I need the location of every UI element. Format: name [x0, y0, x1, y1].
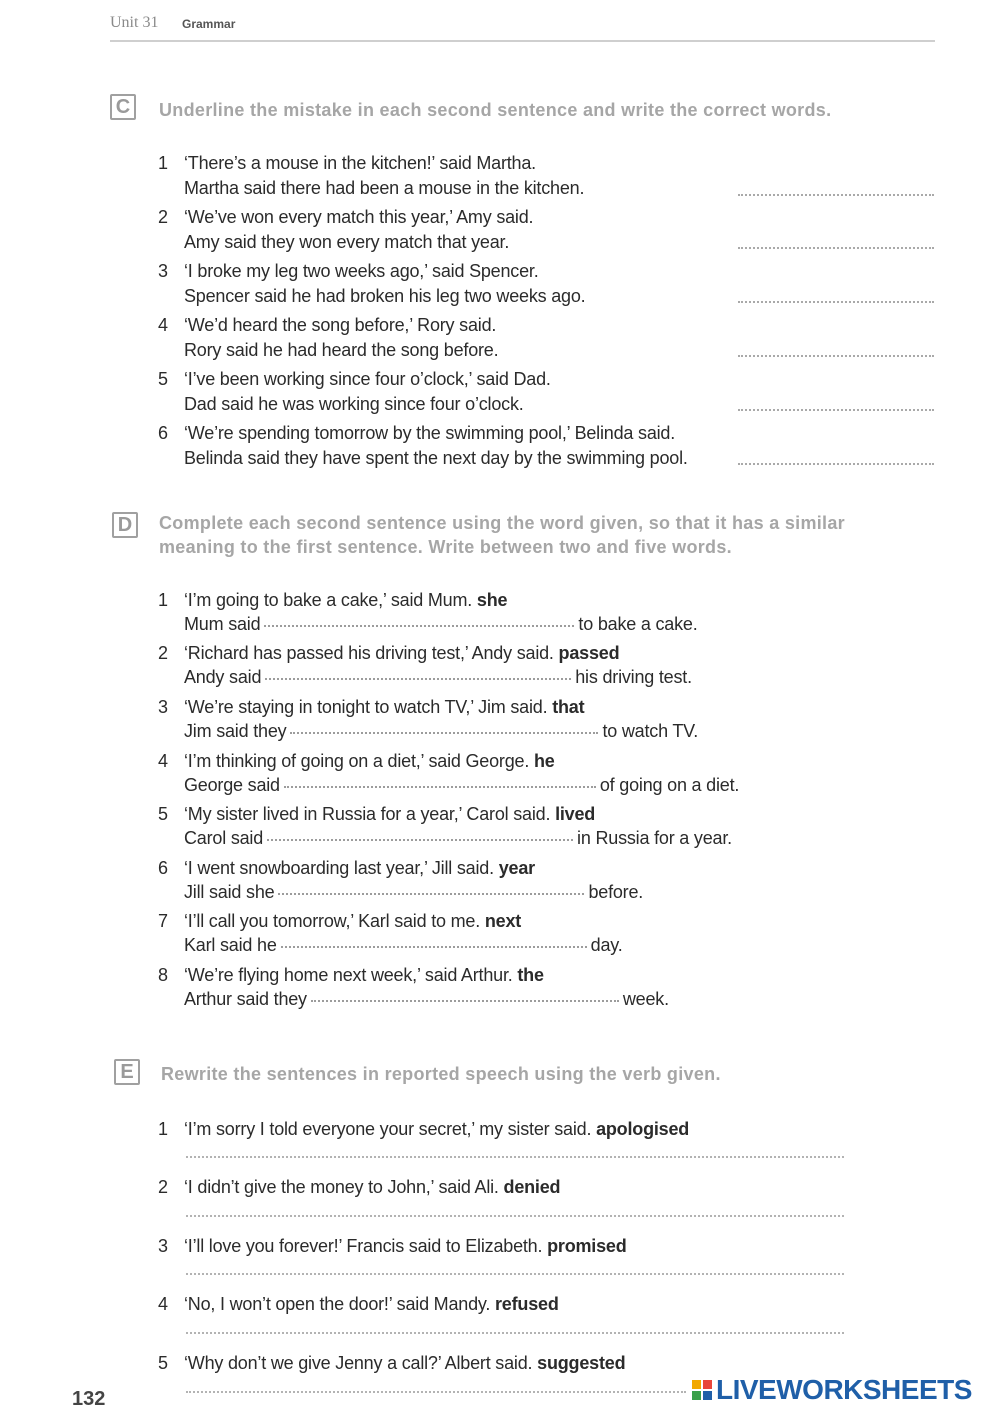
item-sentence: ‘I’m thinking of going on a diet,’ said George. [184, 751, 530, 771]
item-reported: Rory said he had heard the song before. [184, 340, 499, 360]
item-sentence: ‘I went snowboarding last year,’ Jill said. [184, 858, 494, 878]
section-d-box: D [112, 512, 138, 538]
answer-line[interactable] [738, 355, 934, 357]
item-start: Mum said [184, 614, 261, 634]
answer-gap[interactable] [284, 786, 596, 788]
item-reported: Belinda said they have spent the next day by the swimming pool. [184, 448, 688, 468]
item-sentence: ‘I’ve been working since four o’clock,’ said Dad. [184, 369, 551, 389]
item-sentence: ‘There’s a mouse in the kitchen!’ said Martha. [184, 153, 536, 173]
section-e-box: E [114, 1059, 140, 1085]
answer-line[interactable] [738, 247, 934, 249]
logo-square [703, 1380, 712, 1389]
page-header [110, 12, 935, 42]
item-sentence: ‘We’re staying in tonight to watch TV,’ Jim said. [184, 697, 548, 717]
item-sentence: ‘We’ve won every match this year,’ Amy said. [184, 207, 534, 227]
logo-square [692, 1391, 701, 1400]
answer-line[interactable] [186, 1332, 844, 1334]
item-reported: Spencer said he had broken his leg two weeks ago. [184, 286, 586, 306]
answer-line[interactable] [738, 301, 934, 303]
section-c-box: C [110, 94, 136, 120]
keyword: promised [547, 1236, 627, 1256]
item-end: to watch TV. [602, 721, 699, 741]
keyword: suggested [537, 1353, 626, 1373]
unit-label: Unit 31 [110, 14, 159, 31]
item-sentence: ‘No, I won’t open the door!’ said Mandy. [184, 1294, 491, 1314]
answer-line[interactable] [186, 1215, 844, 1217]
item-sentence: ‘I’m sorry I told everyone your secret,’ my sister said. [184, 1119, 592, 1139]
answer-gap[interactable] [290, 732, 598, 734]
page-number: 132 [72, 1388, 106, 1410]
keyword: she [476, 590, 508, 610]
item-end: week. [622, 989, 669, 1009]
answer-line[interactable] [738, 463, 934, 465]
liveworksheets-logo[interactable] [692, 1374, 972, 1406]
item-start: Jill said she [184, 882, 275, 902]
keyword: denied [503, 1177, 561, 1197]
item-sentence: ‘We’d heard the song before,’ Rory said. [184, 315, 497, 335]
item-sentence: ‘I didn’t give the money to John,’ said Ali. [184, 1177, 499, 1197]
item-sentence: ‘Why don’t we give Jenny a call?’ Albert said. [184, 1353, 533, 1373]
item-end: his driving test. [575, 667, 692, 687]
item-sentence: ‘Richard has passed his driving test,’ Andy said. [184, 643, 554, 663]
section-label: Grammar [182, 17, 236, 31]
item-start: Jim said they [184, 721, 287, 741]
item-reported: Martha said there had been a mouse in the kitchen. [184, 178, 585, 198]
section-d-instruction: Complete each second sentence using the word given, so that it has a similar meaning to the first sentence. Write between two and five words. [159, 513, 845, 557]
item-sentence: ‘I’ll love you forever!’ Francis said to Elizabeth. [184, 1236, 543, 1256]
item-sentence: ‘We’re spending tomorrow by the swimming pool,’ Belinda said. [184, 423, 676, 443]
keyword: next [484, 911, 522, 931]
item-start: Karl said he [184, 935, 277, 955]
item-start: George said [184, 775, 280, 795]
answer-gap[interactable] [281, 946, 587, 948]
item-start: Andy said [184, 667, 262, 687]
answer-line[interactable] [186, 1273, 844, 1275]
keyword: lived [555, 804, 596, 824]
keyword: he [533, 751, 555, 771]
section-c-instruction: Underline the mistake in each second sentence and write the correct words. [159, 100, 832, 120]
answer-gap[interactable] [265, 678, 571, 680]
keyword: refused [495, 1294, 559, 1314]
item-sentence: ‘I’ll call you tomorrow,’ Karl said to me. [184, 911, 481, 931]
answer-line[interactable] [738, 194, 934, 196]
answer-gap[interactable] [267, 839, 573, 841]
item-end: to bake a cake. [578, 614, 698, 634]
item-reported: Amy said they won every match that year. [184, 232, 510, 252]
answer-gap[interactable] [311, 1000, 619, 1002]
item-start: Arthur said they [184, 989, 307, 1009]
logo-square [703, 1391, 712, 1400]
keyword: apologised [596, 1119, 690, 1139]
keyword: that [552, 697, 585, 717]
answer-line[interactable] [186, 1156, 844, 1158]
logo-text: LIVEWORKSHEETS [716, 1374, 972, 1405]
item-reported: Dad said he was working since four o’clock. [184, 394, 524, 414]
keyword: year [498, 858, 535, 878]
item-end: before. [588, 882, 644, 902]
answer-gap[interactable] [278, 893, 584, 895]
item-end: in Russia for a year. [577, 828, 732, 848]
item-end: of going on a diet. [599, 775, 740, 795]
answer-gap[interactable] [264, 625, 574, 627]
section-e-instruction: Rewrite the sentences in reported speech using the verb given. [161, 1064, 721, 1084]
item-sentence: ‘My sister lived in Russia for a year,’ Carol said. [184, 804, 551, 824]
item-end: day. [590, 935, 623, 955]
item-sentence: ‘I’m going to bake a cake,’ said Mum. [184, 590, 473, 610]
answer-line[interactable] [738, 409, 934, 411]
answer-line[interactable] [186, 1391, 686, 1393]
logo-square [692, 1380, 701, 1389]
item-start: Carol said [184, 828, 264, 848]
keyword: passed [558, 643, 620, 663]
item-sentence: ‘We’re flying home next week,’ said Arthur. [184, 965, 513, 985]
item-sentence: ‘I broke my leg two weeks ago,’ said Spencer. [184, 261, 539, 281]
logo-grid-icon [692, 1380, 712, 1400]
keyword: the [517, 965, 544, 985]
